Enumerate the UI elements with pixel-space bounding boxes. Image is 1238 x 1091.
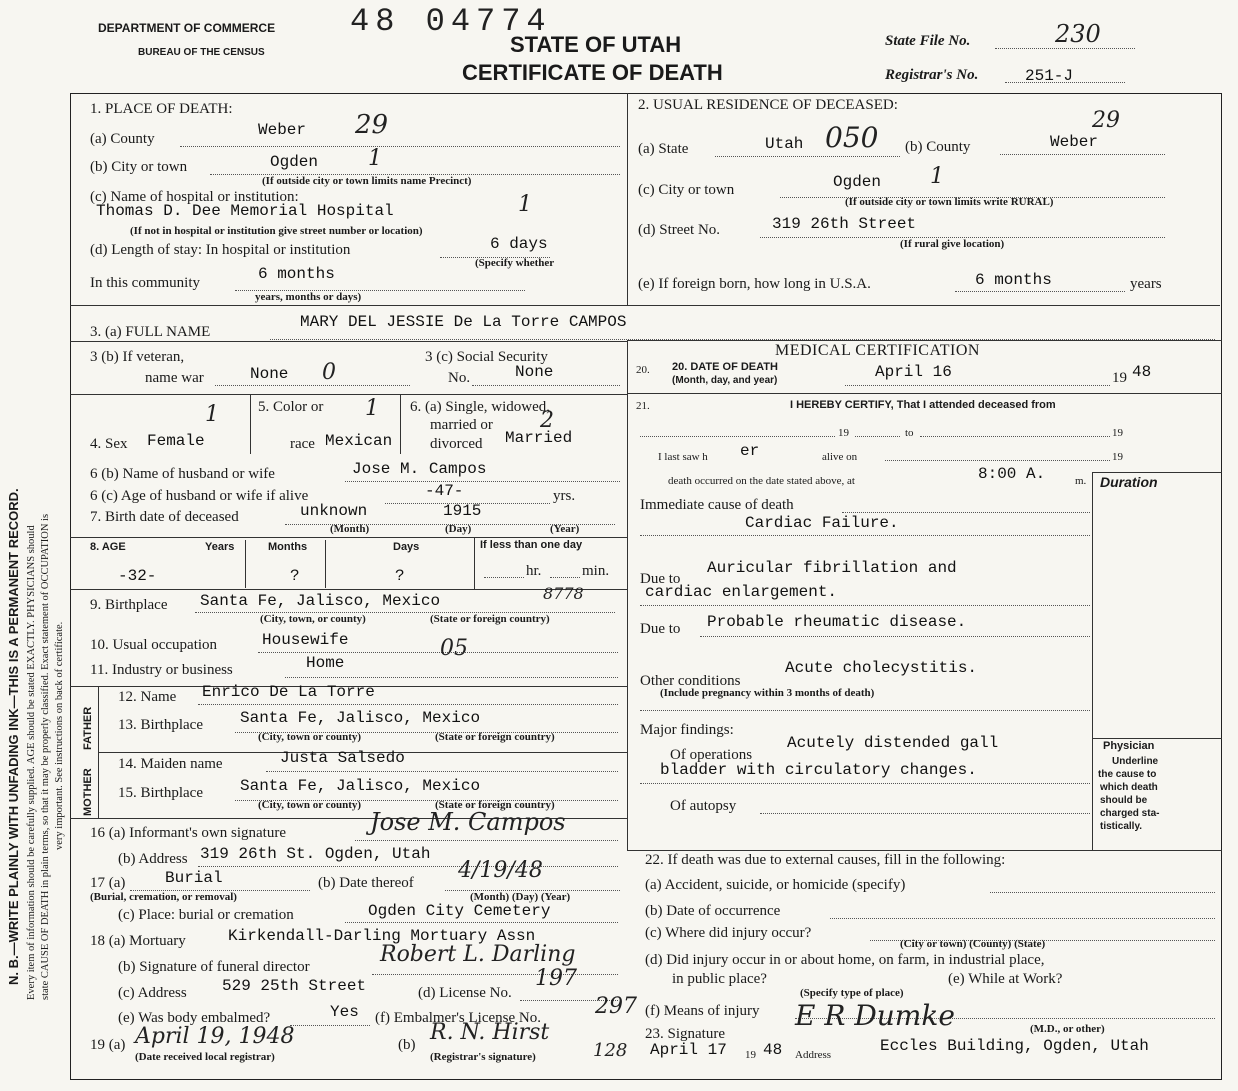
certify-text: I HEREBY CERTIFY, That I attended deceased from xyxy=(790,399,1056,411)
date-of-death-year: 48 xyxy=(1132,363,1152,381)
other-conditions-value: Acute cholecystitis. xyxy=(785,659,978,677)
res-state-code: 050 xyxy=(825,121,879,154)
father-name-label: 12. Name xyxy=(118,689,177,705)
state-file-label: State File No. xyxy=(885,33,971,49)
foreign-unit: years xyxy=(1130,276,1162,292)
burial-date-label: (b) Date thereof xyxy=(318,875,414,891)
informant-addr-label: (b) Address xyxy=(118,851,188,867)
license-label: (d) License No. xyxy=(418,985,512,1001)
margin-note-line2: Every item of information should be carefully supplied. AGE should be stated EXACTLY. PHYSICIANS should xyxy=(26,525,37,1000)
registrar-sig-label: (b) xyxy=(398,1037,416,1053)
operations-value-1: Acutely distended gall xyxy=(787,734,999,752)
birthplace-code: 8778 xyxy=(543,584,584,603)
immediate-cause-label: Immediate cause of death xyxy=(640,497,794,513)
industry-value: Home xyxy=(306,654,345,672)
place-of-death-heading: 1. PLACE OF DEATH: xyxy=(90,101,233,117)
birth-month-hdr: (Month) xyxy=(330,523,370,535)
due1-value-1: Auricular fibrillation and xyxy=(707,559,957,577)
burial-place-value: Ogden City Cemetery xyxy=(368,902,551,920)
spouse-age-label: 6 (c) Age of husband or wife if alive xyxy=(90,488,309,504)
department-label: DEPARTMENT OF COMMERCE xyxy=(98,21,276,35)
mother-side-label: MOTHER xyxy=(82,768,94,816)
duration-header: Duration xyxy=(1100,474,1158,490)
while-at-work-label: (e) While at Work? xyxy=(948,971,1063,987)
mortuary-value: Kirkendall-Darling Mortuary Assn xyxy=(228,927,536,945)
res-city-note: (If outside city or town limits write RURAL) xyxy=(845,196,1054,208)
signature-address-value: Eccles Building, Ogden, Utah xyxy=(880,1037,1149,1055)
death-county-value: Weber xyxy=(258,121,307,139)
burial-date-value: 4/19/48 xyxy=(458,858,543,883)
state-file-value: 230 xyxy=(1055,20,1101,48)
margin-note-line3: state CAUSE OF DEATH in plain terms, so that it may be properly classified. Exact statement of OCCUPATION is xyxy=(40,513,51,1000)
immediate-cause-value: Cardiac Failure. xyxy=(745,514,899,532)
father-state-note: (State or foreign country) xyxy=(435,731,555,743)
death-city-value: Ogden xyxy=(270,153,319,171)
home-injury-note: (Specify type of place) xyxy=(800,987,904,999)
industry-code: 05 xyxy=(440,636,468,661)
last-saw-label: I last saw h xyxy=(658,451,708,463)
father-bp-label: 13. Birthplace xyxy=(118,717,203,733)
marital-value: Married xyxy=(505,429,573,447)
due2-label: Due to xyxy=(640,621,681,637)
date-of-death-19: 19 xyxy=(1112,370,1127,386)
due1-label: Due to xyxy=(640,571,681,587)
mother-state-note: (State or foreign country) xyxy=(435,799,555,811)
director-label: (b) Signature of funeral director xyxy=(118,959,310,975)
physician-header: Physician xyxy=(1103,740,1155,752)
date-of-death-note: (Month, day, and year) xyxy=(672,375,778,386)
registrar-value: 251-J xyxy=(1025,67,1074,85)
time-unit: m. xyxy=(1075,475,1087,487)
community-label: In this community xyxy=(90,275,200,291)
res-county-value: Weber xyxy=(1050,133,1099,151)
burial-place-label: (c) Place: burial or cremation xyxy=(118,907,294,923)
ssn-label-1: 3 (c) Social Security xyxy=(425,349,548,365)
full-name-label: 3. (a) FULL NAME xyxy=(90,324,211,340)
res-city-code: 1 xyxy=(930,164,944,189)
marital-label-3: divorced xyxy=(430,436,483,452)
father-city-note: (City, town or county) xyxy=(258,731,362,743)
death-city-note: (If outside city or town limits name Precinct) xyxy=(262,175,472,187)
received-value: April 19, 1948 xyxy=(135,1024,295,1049)
death-county-code: 29 xyxy=(355,110,389,140)
veteran-label-1: 3 (b) If veteran, xyxy=(90,349,185,365)
hospital-note: (If not in hospital or institution give street number or location) xyxy=(130,225,423,237)
res-street-label: (d) Street No. xyxy=(638,222,721,238)
major-findings-label: Major findings: xyxy=(640,722,734,738)
veteran-value: None xyxy=(250,365,289,383)
director-value: Robert L. Darling xyxy=(380,942,576,967)
mother-city-note: (City, town or county) xyxy=(258,799,362,811)
color-label-2: race xyxy=(290,436,315,452)
registrar-code: 128 xyxy=(593,1040,628,1061)
margin-note-main: N. B.—WRITE PLAINLY WITH UNFADING INK—THIS IS A PERMANENT RECORD. xyxy=(6,488,21,985)
color-label-1: 5. Color or xyxy=(258,399,324,415)
spouse-age-value: -47- xyxy=(425,482,464,500)
certificate-title: CERTIFICATE OF DEATH xyxy=(462,60,723,85)
occupation-label: 10. Usual occupation xyxy=(90,637,218,653)
received-note: (Date received local registrar) xyxy=(135,1051,275,1063)
age-months-hdr: Months xyxy=(268,541,308,553)
where-injury-note: (City or town) (County) (State) xyxy=(900,938,1046,950)
mother-name-value: Justa Salsedo xyxy=(280,749,405,767)
occupation-value: Housewife xyxy=(262,631,349,649)
physician-note-2: the cause to xyxy=(1098,769,1157,780)
certify-number: 21. xyxy=(636,400,650,412)
hospital-label: (c) Name of hospital or institution: xyxy=(90,189,299,205)
certify-to-label: to xyxy=(905,427,914,439)
age-years-value: -32- xyxy=(118,567,157,585)
spouse-age-unit: yrs. xyxy=(553,488,576,504)
age-days-value: ? xyxy=(395,567,405,585)
due2-value: Probable rheumatic disease. xyxy=(707,613,967,631)
birth-label: 7. Birth date of deceased xyxy=(90,509,239,525)
burial-date-note: (Month) (Day) (Year) xyxy=(470,891,571,903)
embalmer-label: (f) Embalmer's License No. xyxy=(375,1010,541,1026)
father-side-label: FATHER xyxy=(82,706,94,750)
occurred-label: death occurred on the date stated above, at xyxy=(668,475,855,487)
informant-addr-value: 319 26th St. Ogden, Utah xyxy=(200,845,431,863)
other-conditions-note: (Include pregnancy within 3 months of death) xyxy=(660,687,875,699)
sex-value: Female xyxy=(147,432,205,450)
operations-label: Of operations xyxy=(670,747,753,763)
age-min-label: min. xyxy=(582,563,610,579)
birth-day-hdr: (Day) xyxy=(445,523,472,535)
means-of-injury-label: (f) Means of injury xyxy=(645,1003,760,1019)
physician-note-3: which death xyxy=(1100,782,1158,793)
signature-date: April 17 xyxy=(650,1041,727,1059)
specify-note: (Specify whether xyxy=(475,257,555,269)
autopsy-label: Of autopsy xyxy=(670,798,737,814)
signature-label: 23. Signature xyxy=(645,1026,725,1042)
community-note: years, months or days) xyxy=(255,291,362,303)
embalmer-value: 297 xyxy=(595,994,637,1019)
birthplace-city-note: (City, town, or county) xyxy=(260,613,366,625)
where-injury-label: (c) Where did injury occur? xyxy=(645,925,812,941)
res-county-label: (b) County xyxy=(905,139,971,155)
informant-sig-value: Jose M. Campos xyxy=(370,808,566,836)
marital-label-2: married or xyxy=(430,417,493,433)
residence-heading: 2. USUAL RESIDENCE OF DECEASED: xyxy=(638,97,898,113)
other-conditions-label: Other conditions xyxy=(640,673,741,689)
physician-note-6: tistically. xyxy=(1100,821,1143,832)
due1-value-2: cardiac enlargement. xyxy=(645,583,838,601)
res-county-code: 29 xyxy=(1092,108,1120,133)
received-label: 19 (a) xyxy=(90,1037,126,1053)
birthplace-state-note: (State or foreign country) xyxy=(430,613,550,625)
spouse-label: 6 (b) Name of husband or wife xyxy=(90,466,275,482)
signature-date-year: 48 xyxy=(763,1041,783,1059)
res-city-label: (c) City or town xyxy=(638,182,735,198)
occurrence-label: (b) Date of occurrence xyxy=(645,903,781,919)
accident-label: (a) Accident, suicide, or homicide (specify) xyxy=(645,877,906,893)
fd-address-value: 529 25th Street xyxy=(222,977,367,995)
industry-label: 11. Industry or business xyxy=(90,662,233,678)
time-value: 8:00 A. xyxy=(978,465,1046,483)
death-city-code: 1 xyxy=(368,146,382,171)
physician-note-4: should be xyxy=(1100,795,1148,806)
father-bp-value: Santa Fe, Jalisco, Mexico xyxy=(240,709,481,727)
birth-year: 1915 xyxy=(443,502,482,520)
foreign-value: 6 months xyxy=(975,271,1052,289)
color-code: 1 xyxy=(365,396,379,421)
color-value: Mexican xyxy=(325,432,393,450)
home-injury-label-1: (d) Did injury occur in or about home, on farm, in industrial place, xyxy=(645,952,1045,968)
stamp-number: 48 04774 xyxy=(350,3,552,40)
father-name-value: Enrico De La Torre xyxy=(202,683,375,701)
age-years-hdr: Years xyxy=(205,541,235,553)
date-of-death-label: 20. DATE OF DEATH xyxy=(672,361,778,373)
full-name-value: MARY DEL JESSIE De La Torre CAMPOS xyxy=(300,313,627,331)
death-county-label: (a) County xyxy=(90,131,155,147)
birth-year-hdr: (Year) xyxy=(550,523,580,535)
res-city-value: Ogden xyxy=(833,173,882,191)
veteran-label-2: name war xyxy=(145,370,204,386)
res-state-value: Utah xyxy=(765,135,804,153)
state-title: STATE OF UTAH xyxy=(510,32,682,57)
alive-on-label: alive on xyxy=(822,451,858,463)
signature-address-label: Address xyxy=(795,1049,832,1061)
sex-code: 1 xyxy=(205,402,219,427)
marital-code: 2 xyxy=(540,408,554,433)
res-state-label: (a) State xyxy=(638,141,689,157)
stay-label: (d) Length of stay: In hospital or institution xyxy=(90,242,351,258)
res-street-note: (If rural give location) xyxy=(900,238,1005,250)
operations-value-2: bladder with circulatory changes. xyxy=(660,761,977,779)
birthplace-label: 9. Birthplace xyxy=(90,597,168,613)
certify-to-19: 19 xyxy=(1112,427,1123,439)
ssn-value: None xyxy=(515,363,554,381)
mother-bp-value: Santa Fe, Jalisco, Mexico xyxy=(240,777,481,795)
md-note: (M.D., or other) xyxy=(1030,1023,1105,1035)
sex-label: 4. Sex xyxy=(90,436,128,452)
burial-type-value: Burial xyxy=(165,869,223,887)
burial-type-note: (Burial, cremation, or removal) xyxy=(90,891,237,903)
age-lessday-hdr: If less than one day xyxy=(480,539,583,551)
mother-bp-label: 15. Birthplace xyxy=(118,785,203,801)
home-injury-label-2: in public place? xyxy=(672,971,767,987)
stay-value: 6 days xyxy=(490,235,548,253)
registrar-label: Registrar's No. xyxy=(885,67,979,83)
signature-date-19: 19 xyxy=(745,1049,756,1061)
last-saw-value: er xyxy=(740,442,760,460)
embalmed-value: Yes xyxy=(330,1003,359,1021)
fd-address-label: (c) Address xyxy=(118,985,187,1001)
mother-name-label: 14. Maiden name xyxy=(118,756,223,772)
margin-note-line4: very important. See instructions on back of certificate. xyxy=(54,621,65,850)
physician-note-5: charged sta- xyxy=(1100,808,1160,819)
veteran-code: 0 xyxy=(322,360,336,385)
bureau-label: BUREAU OF THE CENSUS xyxy=(138,47,265,58)
burial-type-label: 17 (a) xyxy=(90,875,126,891)
certify-from-19: 19 xyxy=(838,427,849,439)
date-of-death-value: April 16 xyxy=(875,363,952,381)
medical-heading: MEDICAL CERTIFICATION xyxy=(775,342,980,359)
age-days-hdr: Days xyxy=(393,541,420,553)
license-value: 197 xyxy=(535,966,577,991)
spouse-value: Jose M. Campos xyxy=(352,460,487,478)
registrar-sig-note: (Registrar's signature) xyxy=(430,1051,536,1063)
death-certificate: N. B.—WRITE PLAINLY WITH UNFADING INK—THIS IS A PERMANENT RECORD. Every item of information should be carefully supplied. AGE should be stated EXACTLY. PHYSICIANS should state CAUSE OF DEATH in plain terms, so that it may be properly classified. Exact statement of OCCUPATION is very important. See instructions on back of certificate. DEPARTMENT OF COMMERCE BUREAU OF THE CENSUS 48 04774 STATE OF UTAH CERTIFICATE OF DEATH State File No. 230 Registrar's No. 251-J 1. PLACE OF DEATH: (a) County Weber 29 (b) City or town Ogden 1 (If outside city or town limits name Precinct) (c) Name of hospital or institution: Thomas D. Dee Memorial Hospital 1 (If not in hospital or institution give street number or location) (d) Length of stay: In hospital or institution 6 days (Specify whether In this community 6 months years, months or days) 2. USUAL RESIDENCE OF DECEASED: (a) State Utah 050 (b) County Weber 29 (c) City or town Ogden 1 (If outside city or town limits write RURAL) (d) Street No. 319 26th Street (If rural give location) (e) If foreign born, how long in U.S.A. 6 months years 3. (a) FULL NAME MARY DEL JESSIE De La Torre CAMPOS 3 (b) If veteran, name war None 0 3 (c) Social Security No. None 4. Sex Female 1 5. Color or race Mexican 1 6. (a) Single, widowed, married or divorced Married 2 6 (b) Name of husband or wife Jose M. Campos 6 (c) Age of husband or wife if alive -47- yrs. 7. Birth date of deceased unknown 1915 (Month) (Day) (Year) 8. AGE Years Months Days If less than one day -32- ? ? hr. min. 9. Birthplace Santa Fe, Jalisco, Mexico 8778 (City, town, or county) (State or foreign country) 10. Usual occupation Housewife 11. Industry or business Home 05 FATHER MOTHER 12. Name Enrico De La Torre 13. Birthplace Santa Fe, Jalisco, Mexico (City, town or county) (State or foreign country) 14. Maiden name Justa Salsedo 15. Birthplace Santa Fe, Jalisco, Mexico (City, town or county) (State or foreign country) 16 (a) Informant's own signature Jose M. Campos (b) Address 319 26th St. Ogden, Utah 17 (a) Burial (Burial, cremation, or removal) (b) Date thereof 4/19/48 (Month) (Day) (Year) (c) Place: burial or cremation Ogden City Cemetery 18 (a) Mortuary Kirkendall-Darling Mortuary Assn (b) Signature of funeral director Robert L. Darling (c) Address 529 25th Street (d) License No. 197 (e) Was body embalmed? Yes (f) Embalmer's License No. 297 19 (a) April 19, 1948 (Date received local registrar) (b) R. N. Hirst (Registrar's signature) 128 MEDICAL CERTIFICATION 20. 20. DATE OF DEATH (Month, day, and year) April 16 19 48 21. I HEREBY CERTIFY, That I attended deceased from 19 to 19 I last saw h er alive on 19 death occurred on the date stated above, at 8:00 A. m. Duration Immediate cause of death Cardiac Failure. Due to Auricular fibrillation and cardiac enlargement. Due to Probable rheumatic disease. Other conditions Acute cholecystitis. (Include pregnancy within 3 months of death) Major findings: Of operations Acutely distended gall bladder with circulatory changes. Of autopsy Physician Underline the cause to which death should be charged sta- tistically. 22. If death was due to external causes, fill in the following: (a) Accident, suicide, or homicide (specify) (b) Date of occurrence (c) Where did injury occur? (City or town) (County) (State) (d) Did injury occur in or about home, on farm, in industrial place, in public place? (Specify type of place) (e) While at Work? (f) Means of injury 23. Signature E R Dumke (M.D., or other) April 17 19 48 Address Eccles Building, Ogden, Utah xyxy=(0,0,1238,1091)
registrar-sig-value: R. N. Hirst xyxy=(430,1020,550,1045)
death-city-label: (b) City or town xyxy=(90,159,188,175)
physician-note-1: Underline xyxy=(1112,756,1159,767)
hospital-value: Thomas D. Dee Memorial Hospital xyxy=(96,202,394,220)
marital-label-1: 6. (a) Single, widowed, xyxy=(410,399,550,415)
age-months-value: ? xyxy=(290,567,300,585)
foreign-label: (e) If foreign born, how long in U.S.A. xyxy=(638,276,871,292)
res-street-value: 319 26th Street xyxy=(772,215,917,233)
age-hr-label: hr. xyxy=(526,563,542,579)
hospital-code: 1 xyxy=(518,192,532,217)
community-value: 6 months xyxy=(258,265,335,283)
embalmed-label: (e) Was body embalmed? xyxy=(118,1010,271,1026)
external-heading: 22. If death was due to external causes, fill in the following: xyxy=(645,852,1006,868)
age-label: 8. AGE xyxy=(90,541,126,553)
informant-sig-label: 16 (a) Informant's own signature xyxy=(90,825,286,841)
birth-value: unknown xyxy=(300,502,368,520)
ssn-label-2: No. xyxy=(448,370,471,386)
physician-signature: E R Dumke xyxy=(795,999,955,1032)
mortuary-label: 18 (a) Mortuary xyxy=(90,933,186,949)
birthplace-value: Santa Fe, Jalisco, Mexico xyxy=(200,592,441,610)
alive-on-19: 19 xyxy=(1112,451,1123,463)
